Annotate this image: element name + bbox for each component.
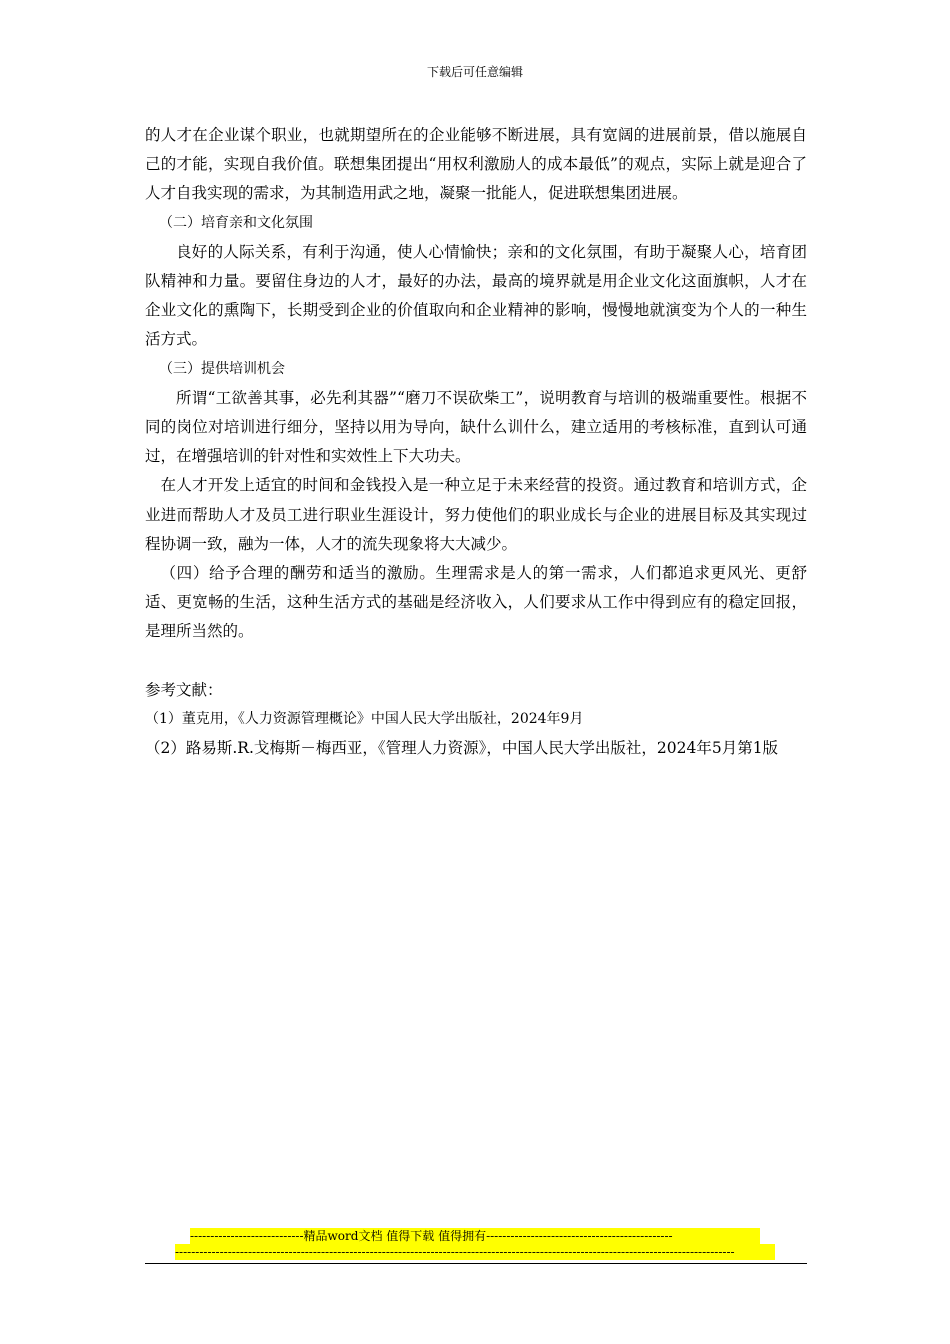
footer-banner-line-1: ----------------------------精品word文档 值得下载 值得拥有---------------------------------------------- [190, 1228, 760, 1244]
paragraph-culture: 良好的人际关系，有利于沟通，使人心情愉快；亲和的文化氛围，有助于凝聚人心，培育团队精神和力量。要留住身边的人才，最好的办法，最高的境界就是用企业文化这面旗帜，人才在企业文化的熏陶下，长期受到企业的价值取向和企业精神的影响，慢慢地就演变为个人的一种生活方式。 [145, 242, 807, 349]
footer-divider [145, 1263, 807, 1264]
reference-item-1: （1）董克用，《人力资源管理概论》中国人民大学出版社，2024年9月 [145, 710, 584, 727]
references-title: 参考文献： [145, 680, 223, 699]
footer-banner-line-2: ------------------------------------------------------------------------------------------------------------------------------------------ [175, 1244, 775, 1260]
section-heading-3: （三）提供培训机会 [159, 360, 285, 377]
paragraph-training: 所谓“工欲善其事，必先利其器”“磨刀不误砍柴工”，说明教育与培训的极端重要性。根据不同的岗位对培训进行细分，坚持以用为导向，缺什么训什么，建立适用的考核标准，直到认可通过，在增强培训的针对性和实效性上下大功夫。 [145, 388, 807, 466]
paragraph-compensation: （四）给予合理的酬劳和适当的激励。生理需求是人的第一需求，人们都追求更风光、更舒适、更宽畅的生活，这种生活方式的基础是经济收入，人们要求从工作中得到应有的稳定回报，是理所当然的。 [145, 564, 807, 641]
page-header-note: 下载后可任意编辑 [426, 65, 523, 79]
document-body [145, 121, 807, 763]
reference-item-2: （2）路易斯.R.戈梅斯－梅西亚，《管理人力资源》，中国人民大学出版社，2024年5月第1版 [145, 739, 779, 758]
paragraph-intro: 的人才在企业谋个职业，也就期望所在的企业能够不断进展，具有宽阔的进展前景，借以施展自己的才能，实现自我价值。联想集团提出“用权利激励人的成本最低”的观点，实际上就是迎合了人才自我实现的需求，为其制造用武之地，凝聚一批能人，促进联想集团进展。 [145, 126, 807, 203]
paragraph-spacer [145, 647, 807, 676]
section-heading-2: （二）培育亲和文化氛围 [159, 214, 313, 231]
paragraph-investment: 在人才开发上适宜的时间和金钱投入是一种立足于未来经营的投资。通过教育和培训方式，企业进而帮助人才及员工进行职业生涯设计，努力使他们的职业成长与企业的进展目标及其实现过程协调一致，融为一体，人才的流失现象将大大减少。 [145, 476, 807, 553]
